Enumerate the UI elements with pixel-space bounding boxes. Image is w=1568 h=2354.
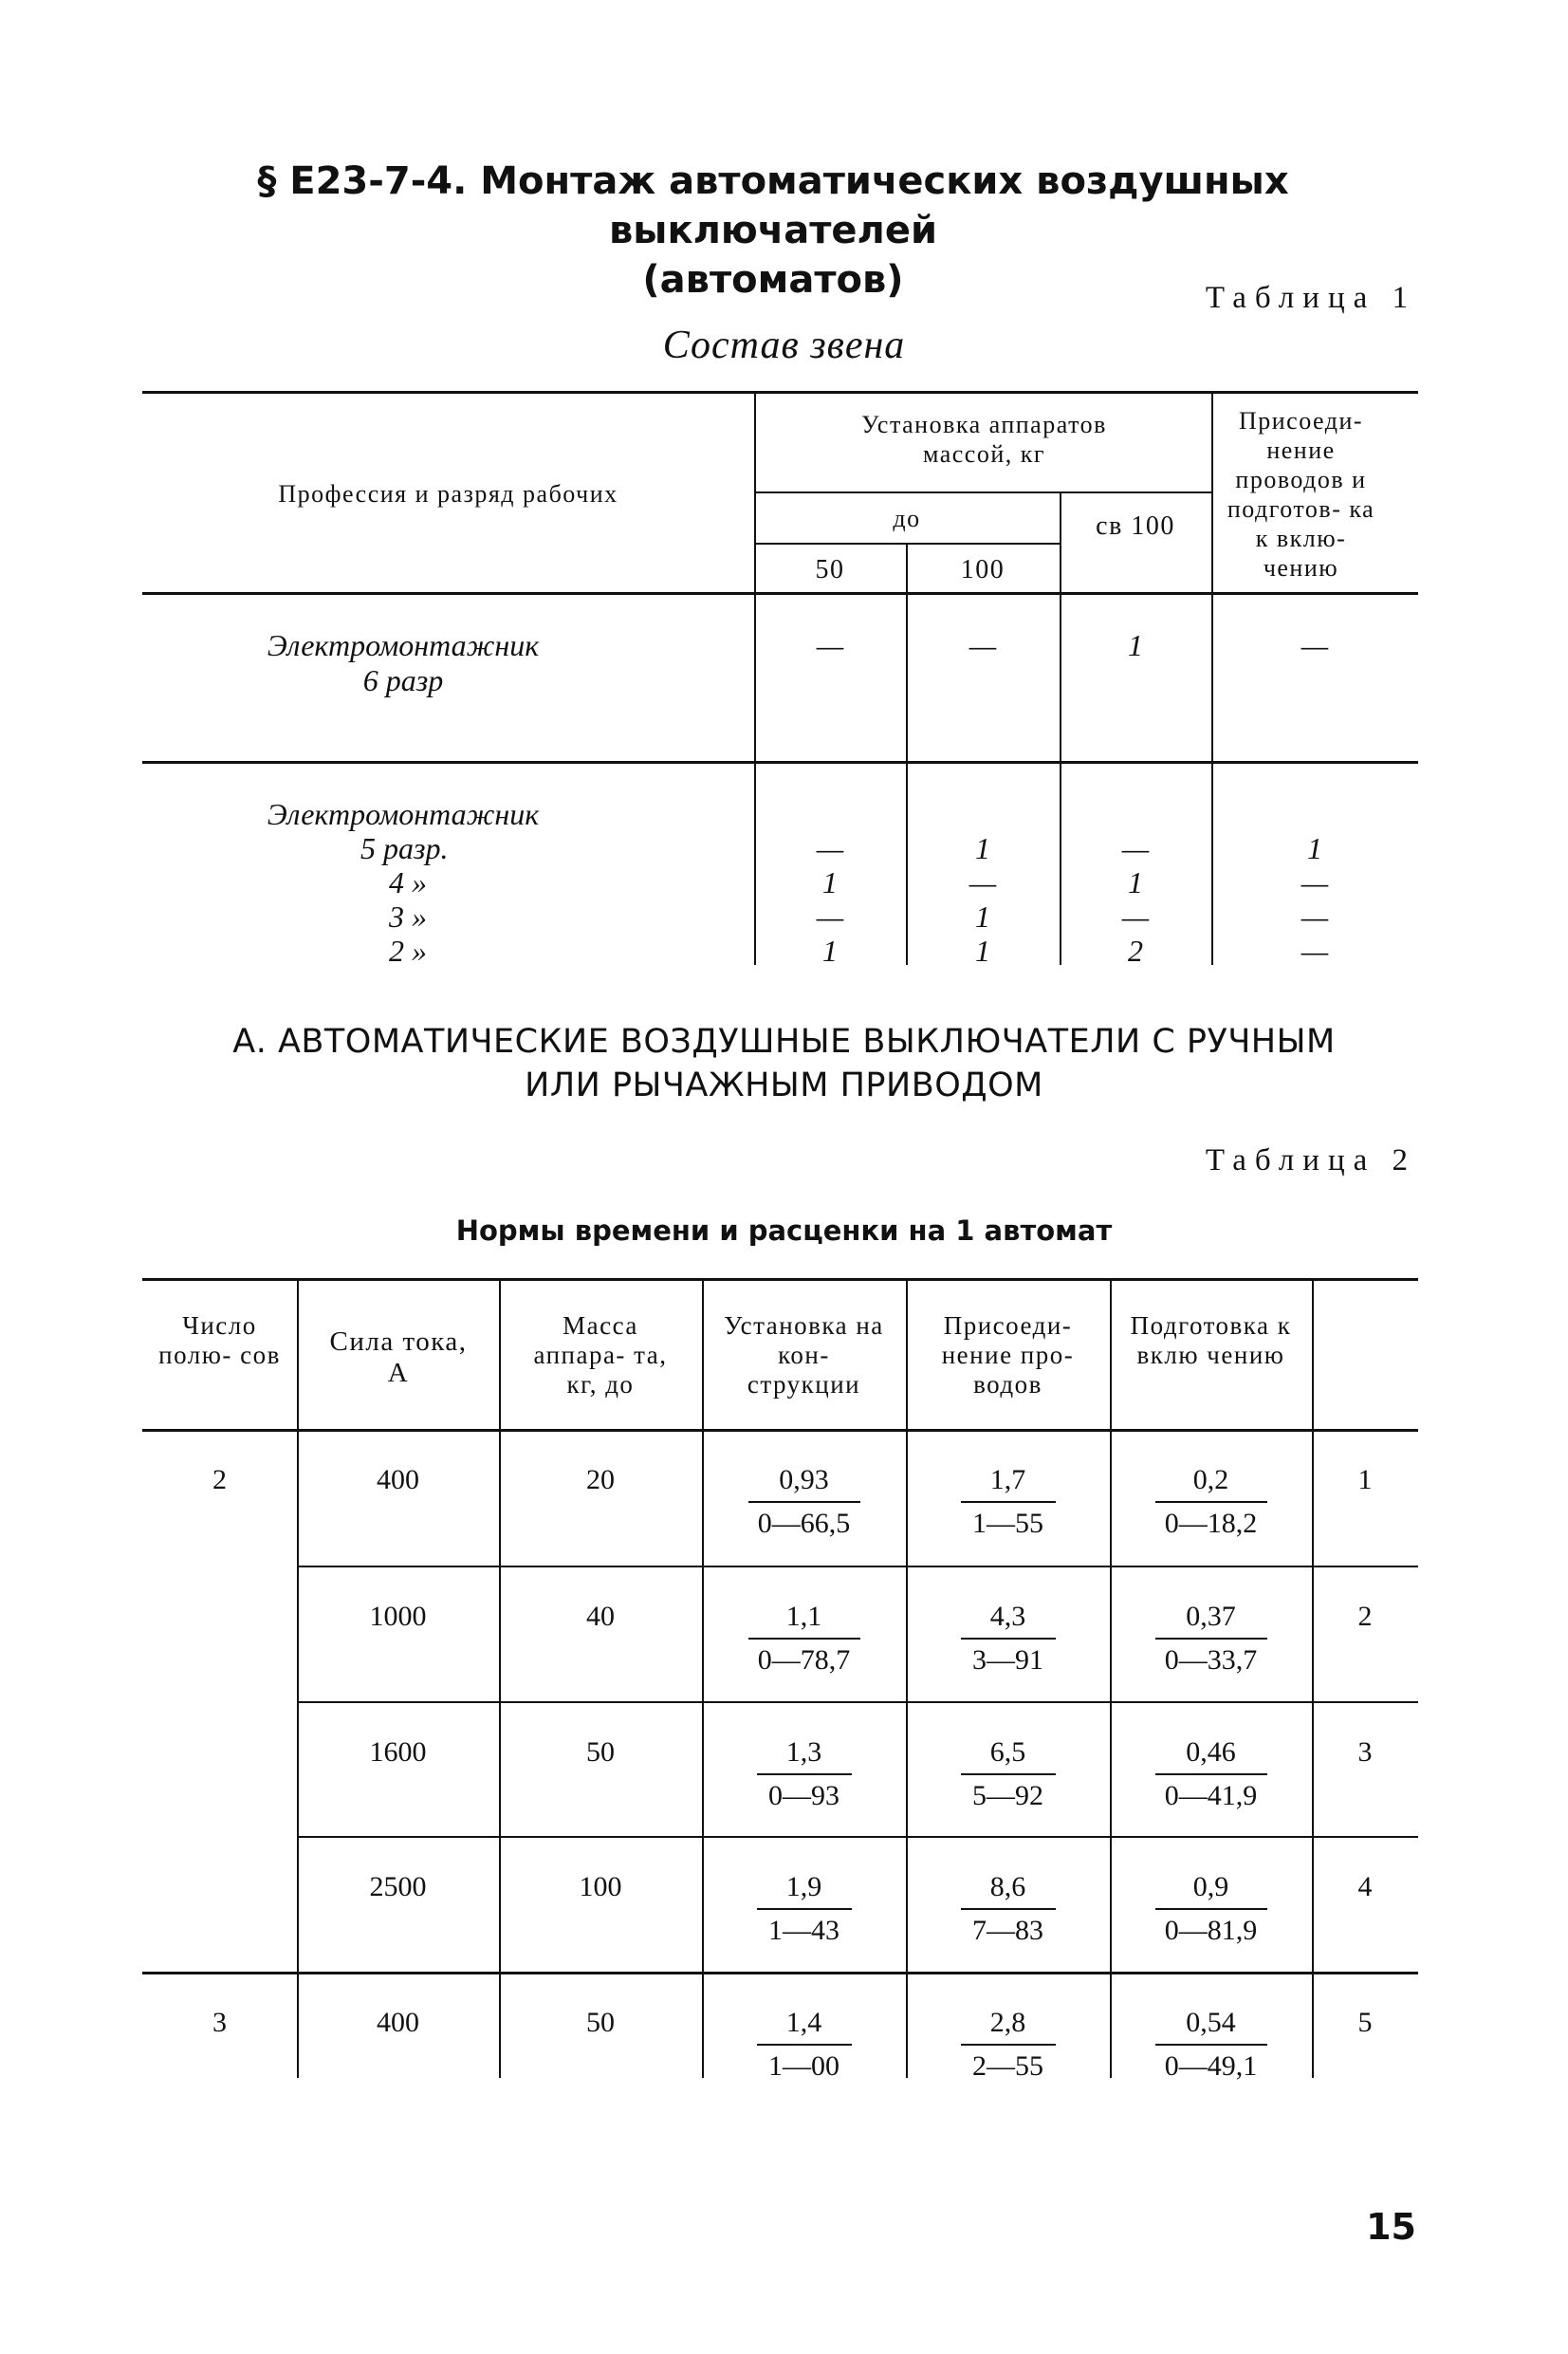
t1-value: 1 <box>975 831 990 865</box>
t1-header-100: 100 <box>960 555 1005 584</box>
t1-header-connect: Присоеди- нение проводов и подготов- ка к вклю- чению <box>1227 407 1375 582</box>
t2-header-prepare: Подготовка к вклю чению <box>1130 1311 1292 1369</box>
t2-connect-price: 3—91 <box>961 1638 1056 1681</box>
t2-header-current: Сила тока, А <box>329 1326 468 1388</box>
t1-value: — <box>1121 831 1150 865</box>
t2-connect <box>906 1596 1110 1681</box>
t2-connect-norm: 2,8 <box>989 2007 1026 2038</box>
table2-caption: Нормы времени и расценки на 1 автомат <box>455 1214 1113 1247</box>
t2-connect-price: 2—55 <box>961 2044 1056 2087</box>
t2-install <box>702 1459 906 1545</box>
t2-prepare-norm: 0,54 <box>1186 2007 1236 2038</box>
t1-value: — <box>1301 934 1329 968</box>
t2-prepare <box>1110 1459 1312 1545</box>
t2-connect-norm: 1,7 <box>989 1464 1026 1495</box>
subsection-title-line1: А. АВТОМАТИЧЕСКИЕ ВОЗДУШНЫЕ ВЫКЛЮЧАТЕЛИ С РУЧНЫМ <box>232 1023 1336 1061</box>
t2-prepare <box>1110 1866 1312 1952</box>
t2-current: 1000 <box>369 1601 427 1632</box>
t1-grade: 2 » <box>389 934 427 968</box>
t1-value: — <box>968 865 997 899</box>
t2-mass: 50 <box>586 2007 615 2038</box>
t2-connect-price: 1—55 <box>961 1501 1056 1545</box>
t2-row-number: 2 <box>1357 1601 1373 1632</box>
t2-install-price: 1—00 <box>757 2044 852 2087</box>
t1-value: 1 <box>975 934 990 968</box>
t2-connect-price: 5—92 <box>961 1773 1056 1817</box>
t2-current: 400 <box>377 1464 419 1495</box>
t2-mass: 100 <box>579 1871 622 1902</box>
t2-connect-norm: 6,5 <box>989 1736 1026 1768</box>
t1-header-profession: Профессия и разряд рабочих <box>278 480 618 508</box>
t2-install-price: 0—66,5 <box>748 1501 860 1545</box>
page-number: 15 <box>1366 2206 1416 2248</box>
t2-connect <box>906 1732 1110 1817</box>
t2-header-install: Установка на кон- струкции <box>724 1311 884 1399</box>
t2-install <box>702 1866 906 1952</box>
t2-prepare <box>1110 1732 1312 1817</box>
t1-group1-value: — <box>1301 628 1329 662</box>
t2-header-poles: Число полю- сов <box>158 1311 281 1369</box>
t2-install-price: 0—93 <box>757 1773 852 1817</box>
t1-value: 1 <box>1128 865 1143 899</box>
t1-value: 1 <box>822 934 838 968</box>
t1-group1-value: 1 <box>1128 628 1143 662</box>
t1-header-50: 50 <box>815 555 845 584</box>
t2-connect <box>906 2002 1110 2087</box>
t1-group2-name: Электромонтажник <box>267 797 540 831</box>
t2-header-connect: Присоеди- нение про- водов <box>941 1311 1075 1399</box>
t2-mass: 50 <box>586 1736 615 1768</box>
t2-poles: 3 <box>212 2007 227 2038</box>
t1-value: 1 <box>822 865 838 899</box>
t2-connect-price: 7—83 <box>961 1908 1056 1952</box>
t2-connect-norm: 4,3 <box>989 1601 1026 1632</box>
t2-install-norm: 1,9 <box>785 1871 822 1902</box>
t2-current: 1600 <box>369 1736 427 1768</box>
t2-install-norm: 0,93 <box>779 1464 829 1495</box>
section-title-line1: § Е23-7-4. Монтаж автоматических воздушных выключателей <box>257 159 1289 252</box>
t2-prepare-norm: 0,37 <box>1186 1601 1236 1632</box>
t1-grade: 4 » <box>389 865 427 899</box>
t2-mass: 40 <box>586 1601 615 1632</box>
table1-number: Таблица 1 <box>1205 281 1416 315</box>
t1-value: — <box>1301 865 1329 899</box>
t2-row-number: 4 <box>1357 1871 1373 1902</box>
section-title-line2: (автоматов) <box>642 258 904 302</box>
t1-group1-name <box>237 628 569 698</box>
t2-current: 2500 <box>369 1871 427 1902</box>
t1-value: — <box>816 831 844 865</box>
t1-value: 1 <box>975 899 990 934</box>
t1-group1-value: — <box>816 628 844 662</box>
t2-connect <box>906 1459 1110 1545</box>
t1-group1-value: — <box>968 628 997 662</box>
table1-caption: Состав звена <box>662 324 906 367</box>
t1-group1-name-line2: 6 разр <box>362 663 444 697</box>
t2-header-mass: Масса аппара- та, кг, до <box>533 1311 668 1399</box>
t2-current: 400 <box>377 2007 419 2038</box>
t2-poles: 2 <box>212 1464 227 1495</box>
t2-install-norm: 1,3 <box>785 1736 822 1768</box>
t2-prepare-norm: 0,2 <box>1192 1464 1229 1495</box>
table2-number: Таблица 2 <box>1205 1143 1416 1177</box>
t2-install <box>702 2002 906 2087</box>
t1-value: — <box>1121 899 1150 934</box>
t1-group1-name-line1: Электромонтажник <box>267 628 540 662</box>
t2-row-number: 3 <box>1357 1736 1373 1768</box>
t2-row-number: 1 <box>1357 1464 1373 1495</box>
t1-header-over: св 100 <box>1096 511 1175 541</box>
t2-mass: 20 <box>586 1464 615 1495</box>
t1-value: — <box>1301 899 1329 934</box>
t1-value: 1 <box>1307 831 1322 865</box>
t2-install-norm: 1,1 <box>785 1601 822 1632</box>
t2-prepare-price: 0—41,9 <box>1155 1773 1267 1817</box>
t2-prepare-norm: 0,46 <box>1186 1736 1236 1768</box>
t2-install-price: 1—43 <box>757 1908 852 1952</box>
t2-prepare-price: 0—18,2 <box>1155 1501 1267 1545</box>
t2-prepare-price: 0—33,7 <box>1155 1638 1267 1681</box>
t2-row-number: 5 <box>1357 2007 1373 2038</box>
t1-grade: 5 разр. <box>360 831 449 865</box>
t2-install-norm: 1,4 <box>785 2007 822 2038</box>
t2-prepare <box>1110 2002 1312 2087</box>
t1-grade: 3 » <box>389 899 427 934</box>
t1-value: 2 <box>1128 934 1143 968</box>
t2-install <box>702 1732 906 1817</box>
subsection-title <box>0 1020 1568 1107</box>
t2-prepare <box>1110 1596 1312 1681</box>
t2-connect <box>906 1866 1110 1952</box>
t2-prepare-price: 0—49,1 <box>1155 2044 1267 2087</box>
t2-connect-norm: 8,6 <box>989 1871 1026 1902</box>
t1-value: — <box>816 899 844 934</box>
t1-header-install: Установка аппаратов массой, кг <box>861 411 1107 468</box>
t2-prepare-price: 0—81,9 <box>1155 1908 1267 1952</box>
subsection-title-line2: ИЛИ РЫЧАЖНЫМ ПРИВОДОМ <box>525 1066 1043 1104</box>
t2-install-price: 0—78,7 <box>748 1638 860 1681</box>
t2-install <box>702 1596 906 1681</box>
t1-header-up-to: до <box>893 505 921 532</box>
t2-prepare-norm: 0,9 <box>1192 1871 1229 1902</box>
